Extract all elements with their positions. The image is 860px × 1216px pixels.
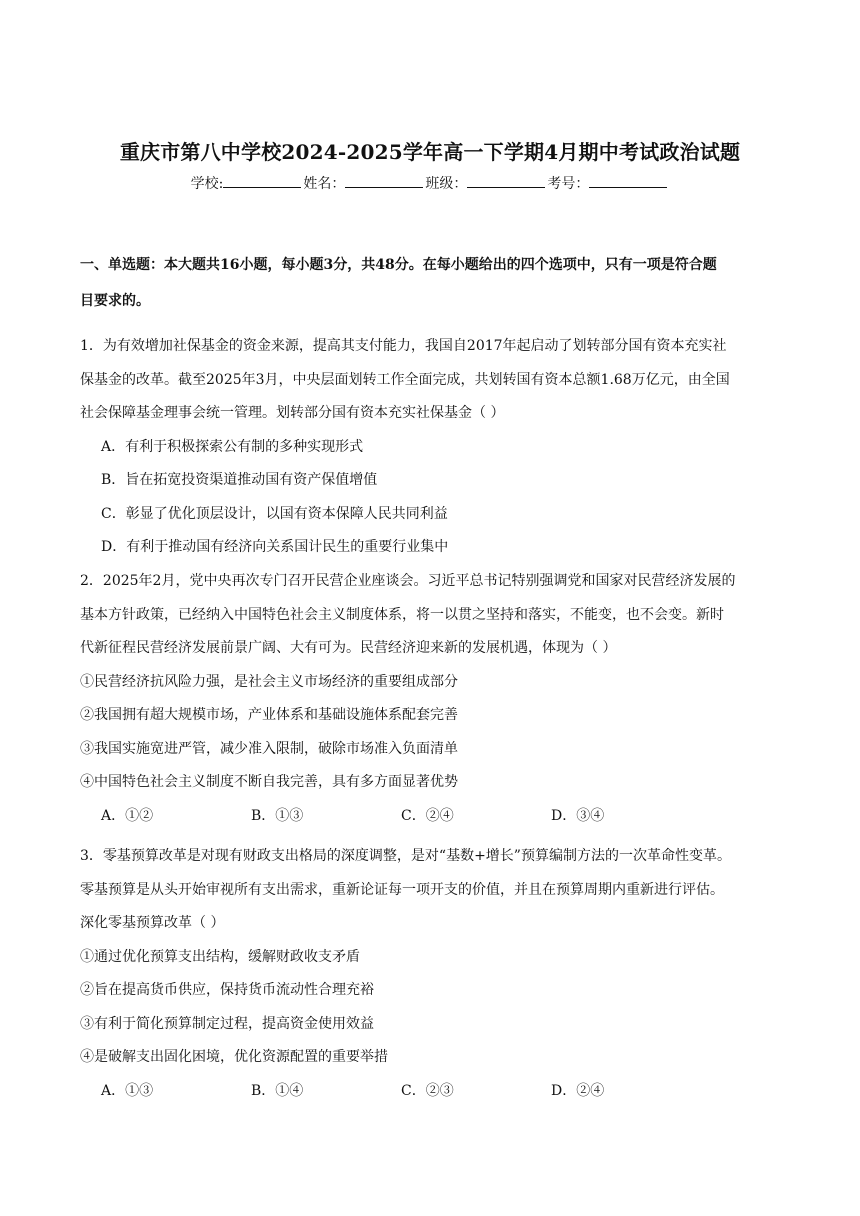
class-blank[interactable] xyxy=(467,173,545,188)
question-stem-line: 保基金的改革。截至2025年3月，中央层面划转工作全面完成，共划转国有资本总额1.68万亿元，由全国 xyxy=(80,371,730,388)
section-heading xyxy=(80,247,790,319)
student-info-line xyxy=(0,173,860,193)
school-label: 学校: xyxy=(190,176,224,192)
question-stem-line: 3．零基预算改革是对现有财政支出格局的深度调整，是对“基数+增长”预算编制方法的一次革命性变革。 xyxy=(80,848,731,864)
question-1 xyxy=(80,330,792,565)
school-field[interactable] xyxy=(191,173,304,193)
choice-b[interactable]: B．①③ xyxy=(251,807,304,824)
section-heading-line: 一、单选题：本大题共16小题，每小题3分，共48分。在每小题给出的四个选项中，只有一项是符合题 xyxy=(80,257,717,273)
choice-c[interactable]: C．②③ xyxy=(401,1082,454,1099)
exam-title: 重庆市第八中学校2024-2025学年高一下学期4月期中考试政治试题 xyxy=(119,140,741,164)
exam-number-field[interactable] xyxy=(547,173,669,193)
option-b[interactable]: B．旨在拓宽投资渠道推动国有资产保值增值 xyxy=(101,472,378,488)
question-stem-line: 1．为有效增加社保基金的资金来源，提高其支付能力，我国自2017年起启动了划转部分国有资本充实社 xyxy=(80,338,727,354)
name-label: 姓名： xyxy=(303,176,346,192)
choice-a[interactable]: A．①② xyxy=(101,807,154,824)
question-stem-line: 零基预算是从头开始审视所有支出需求，重新论证每一项开支的价值，并且在预算周期内重新进行评估。 xyxy=(80,881,724,898)
statement-4: ④中国特色社会主义制度不断自我完善，具有多方面显著优势 xyxy=(80,774,458,790)
option-a[interactable]: A．有利于积极探索公有制的多种实现形式 xyxy=(101,438,364,455)
statement-3: ③我国实施宽进严管，减少准入限制，破除市场准入负面清单 xyxy=(80,740,458,757)
question-stem-line: 社会保障基金理事会统一管理。划转部分国有资本充实社保基金（ ） xyxy=(80,405,505,421)
statement-2: ②旨在提高货币供应，保持货币流动性合理充裕 xyxy=(80,982,374,998)
choice-row xyxy=(80,800,792,834)
question-2 xyxy=(80,565,792,833)
question-3 xyxy=(80,840,792,1108)
class-field[interactable] xyxy=(425,173,547,193)
school-blank[interactable] xyxy=(223,173,301,188)
statement-3: ③有利于简化预算制定过程，提高资金使用效益 xyxy=(80,1015,374,1032)
name-field[interactable] xyxy=(303,173,425,193)
choice-row xyxy=(80,1075,792,1109)
option-d[interactable]: D．有利于推动国有经济向关系国计民生的重要行业集中 xyxy=(101,539,449,555)
question-stem-line: 深化零基预算改革（ ） xyxy=(80,915,225,931)
choice-b[interactable]: B．①④ xyxy=(251,1082,304,1099)
choice-d[interactable]: D．②④ xyxy=(551,1082,605,1099)
exam-number-label: 考号： xyxy=(547,176,590,192)
class-label: 班级： xyxy=(425,176,468,192)
choice-d[interactable]: D．③④ xyxy=(551,807,605,824)
question-stem-line: 2．2025年2月，党中央再次专门召开民营企业座谈会。习近平总书记特别强调党和国家对民营经济发展的 xyxy=(80,573,736,589)
statement-1: ①通过优化预算支出结构，缓解财政收支矛盾 xyxy=(80,948,360,965)
question-stem-line: 代新征程民营经济发展前景广阔、大有可为。民营经济迎来新的发展机遇，体现为（ ） xyxy=(80,640,617,656)
section-heading-line: 目要求的。 xyxy=(80,293,150,309)
statement-4: ④是破解支出固化困境，优化资源配置的重要举措 xyxy=(80,1049,388,1065)
exam-number-blank[interactable] xyxy=(589,173,667,188)
question-stem-line: 基本方针政策，已经纳入中国特色社会主义制度体系，将一以贯之坚持和落实，不能变，也不会变。新时 xyxy=(80,606,724,623)
name-blank[interactable] xyxy=(345,173,423,188)
choice-a[interactable]: A．①③ xyxy=(101,1082,154,1099)
option-c[interactable]: C．彰显了优化顶层设计，以国有资本保障人民共同利益 xyxy=(101,505,448,522)
statement-2: ②我国拥有超大规模市场，产业体系和基础设施体系配套完善 xyxy=(80,707,458,723)
statement-1: ①民营经济抗风险力强，是社会主义市场经济的重要组成部分 xyxy=(80,673,458,690)
choice-c[interactable]: C．②④ xyxy=(401,807,454,824)
